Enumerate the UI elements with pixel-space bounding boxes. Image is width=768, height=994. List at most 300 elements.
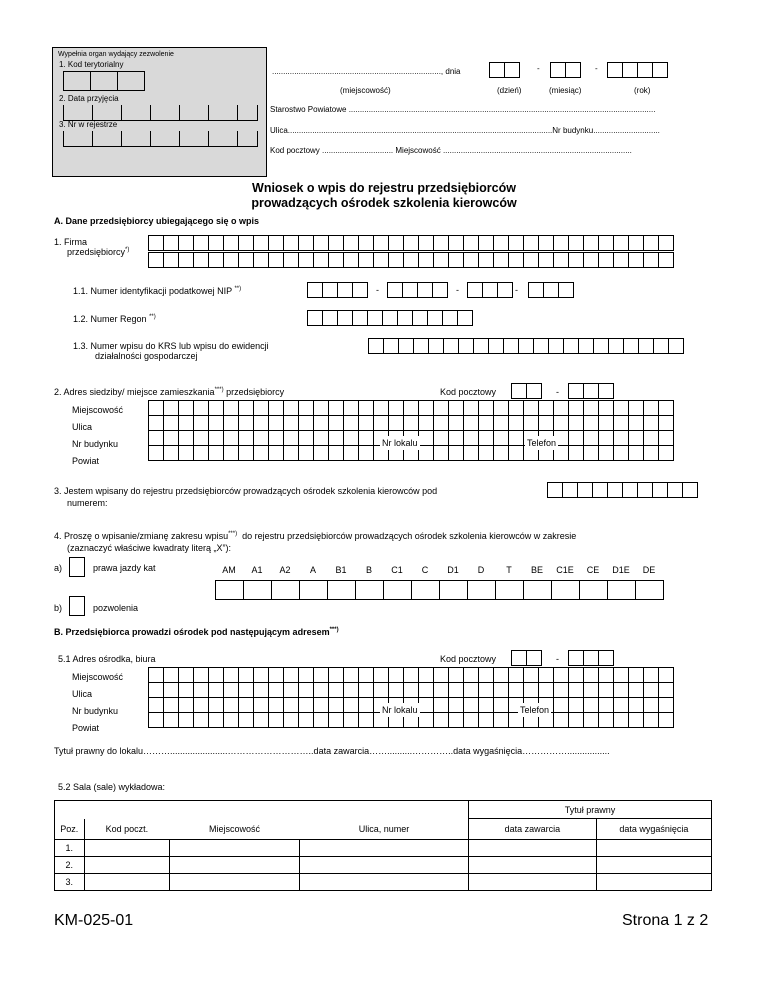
firma-row-1[interactable] — [148, 235, 674, 251]
pozwolenia-checkbox[interactable] — [69, 596, 85, 616]
category-box-am[interactable] — [215, 580, 244, 600]
char-cell[interactable] — [458, 338, 474, 354]
char-cell[interactable] — [578, 338, 594, 354]
char-cell[interactable] — [223, 697, 239, 713]
category-box-be[interactable] — [523, 580, 552, 600]
char-cell[interactable] — [208, 235, 224, 251]
char-cell[interactable] — [208, 682, 224, 698]
char-cell[interactable] — [163, 430, 179, 446]
char-cell[interactable] — [403, 667, 419, 683]
char-cell[interactable] — [508, 400, 524, 416]
char-cell[interactable] — [562, 482, 578, 498]
krs-field[interactable] — [368, 338, 684, 354]
char-cell[interactable] — [533, 338, 549, 354]
char-cell[interactable] — [238, 682, 254, 698]
char-cell[interactable] — [208, 445, 224, 461]
data-przyjecia-field[interactable] — [63, 105, 258, 121]
category-box-b[interactable] — [355, 580, 384, 600]
char-cell[interactable] — [193, 430, 209, 446]
category-box-de[interactable] — [635, 580, 664, 600]
char-cell[interactable] — [538, 235, 554, 251]
char-cell[interactable] — [418, 667, 434, 683]
char-cell[interactable] — [433, 235, 449, 251]
char-cell[interactable] — [668, 338, 684, 354]
char-cell[interactable] — [253, 697, 269, 713]
char-cell[interactable] — [643, 252, 659, 268]
char-cell[interactable] — [643, 667, 659, 683]
char-cell[interactable] — [193, 252, 209, 268]
char-cell[interactable] — [613, 400, 629, 416]
char-cell[interactable] — [163, 445, 179, 461]
char-cell[interactable] — [568, 252, 584, 268]
char-cell[interactable] — [623, 338, 639, 354]
char-cell[interactable] — [373, 682, 389, 698]
nip-group-2[interactable] — [387, 282, 448, 298]
char-cell[interactable] — [478, 682, 494, 698]
char-cell[interactable] — [208, 430, 224, 446]
char-cell[interactable] — [608, 338, 624, 354]
char-cell[interactable] — [443, 338, 459, 354]
char-cell[interactable] — [298, 697, 314, 713]
char-cell[interactable] — [563, 338, 579, 354]
char-cell[interactable] — [508, 667, 524, 683]
char-cell[interactable] — [358, 445, 374, 461]
char-cell[interactable] — [538, 400, 554, 416]
char-cell[interactable] — [298, 430, 314, 446]
char-cell[interactable] — [508, 415, 524, 431]
char-cell[interactable] — [628, 415, 644, 431]
char-cell[interactable] — [208, 252, 224, 268]
char-cell[interactable] — [448, 682, 464, 698]
char-cell[interactable] — [463, 415, 479, 431]
char-cell[interactable] — [568, 430, 584, 446]
char-cell[interactable] — [358, 430, 374, 446]
char-cell[interactable] — [298, 252, 314, 268]
category-box-c[interactable] — [411, 580, 440, 600]
char-cell[interactable] — [358, 415, 374, 431]
char-cell[interactable] — [373, 400, 389, 416]
char-cell[interactable] — [518, 338, 534, 354]
char-cell[interactable] — [553, 712, 569, 728]
char-cell[interactable] — [428, 338, 444, 354]
char-cell[interactable] — [598, 712, 614, 728]
char-cell[interactable] — [493, 712, 509, 728]
char-cell[interactable] — [373, 415, 389, 431]
char-cell[interactable] — [448, 445, 464, 461]
char-cell[interactable] — [368, 338, 384, 354]
char-cell[interactable] — [163, 252, 179, 268]
char-cell[interactable] — [367, 310, 383, 326]
char-cell[interactable] — [268, 712, 284, 728]
char-cell[interactable] — [148, 682, 164, 698]
char-cell[interactable] — [208, 697, 224, 713]
char-cell[interactable] — [628, 667, 644, 683]
address-b-grid[interactable] — [148, 667, 674, 728]
char-cell[interactable] — [178, 697, 194, 713]
char-cell[interactable] — [658, 415, 674, 431]
char-cell[interactable] — [268, 252, 284, 268]
firma-row-2[interactable] — [148, 252, 674, 268]
char-cell[interactable] — [553, 697, 569, 713]
char-cell[interactable] — [667, 482, 683, 498]
char-cell[interactable] — [403, 252, 419, 268]
char-cell[interactable] — [268, 430, 284, 446]
char-cell[interactable] — [358, 697, 374, 713]
char-cell[interactable] — [658, 445, 674, 461]
char-cell[interactable] — [508, 235, 524, 251]
char-cell[interactable] — [343, 712, 359, 728]
char-cell[interactable] — [238, 400, 254, 416]
char-cell[interactable] — [598, 445, 614, 461]
char-cell[interactable] — [643, 682, 659, 698]
table-row[interactable]: 2. — [55, 857, 712, 874]
char-cell[interactable] — [238, 430, 254, 446]
char-cell[interactable] — [523, 252, 539, 268]
char-cell[interactable] — [508, 682, 524, 698]
grid-row[interactable] — [148, 682, 674, 698]
char-cell[interactable] — [658, 400, 674, 416]
char-cell[interactable] — [538, 252, 554, 268]
place-date-line[interactable]: ............................................................................, dnia — [272, 67, 461, 76]
char-cell[interactable] — [448, 400, 464, 416]
char-cell[interactable] — [628, 712, 644, 728]
char-cell[interactable] — [568, 235, 584, 251]
char-cell[interactable] — [268, 415, 284, 431]
char-cell[interactable] — [223, 430, 239, 446]
char-cell[interactable] — [433, 400, 449, 416]
char-cell[interactable] — [598, 400, 614, 416]
char-cell[interactable] — [208, 667, 224, 683]
char-cell[interactable] — [283, 430, 299, 446]
char-cell[interactable] — [493, 697, 509, 713]
char-cell[interactable] — [433, 252, 449, 268]
char-cell[interactable] — [343, 445, 359, 461]
char-cell[interactable] — [613, 252, 629, 268]
tytul-prawny-line[interactable]: Tytuł prawny do lokalu……….......................………………………..data zawarcia……..........…………..data wygaśnięcia……………................. — [54, 746, 610, 756]
char-cell[interactable] — [268, 697, 284, 713]
char-cell[interactable] — [568, 415, 584, 431]
char-cell[interactable] — [313, 235, 329, 251]
char-cell[interactable] — [193, 697, 209, 713]
char-cell[interactable] — [328, 400, 344, 416]
char-cell[interactable] — [523, 235, 539, 251]
char-cell[interactable] — [658, 667, 674, 683]
char-cell[interactable] — [593, 338, 609, 354]
char-cell[interactable] — [193, 400, 209, 416]
char-cell[interactable] — [643, 697, 659, 713]
char-cell[interactable] — [613, 445, 629, 461]
nr-w-rejestrze-field[interactable] — [63, 131, 258, 147]
char-cell[interactable] — [583, 252, 599, 268]
char-cell[interactable] — [607, 482, 623, 498]
char-cell[interactable] — [598, 252, 614, 268]
char-cell[interactable] — [463, 445, 479, 461]
postal-b-group-1[interactable] — [511, 650, 542, 666]
char-cell[interactable] — [298, 445, 314, 461]
char-cell[interactable] — [148, 667, 164, 683]
char-cell[interactable] — [493, 667, 509, 683]
char-cell[interactable] — [298, 712, 314, 728]
char-cell[interactable] — [223, 445, 239, 461]
char-cell[interactable] — [328, 415, 344, 431]
char-cell[interactable] — [583, 712, 599, 728]
char-cell[interactable] — [508, 252, 524, 268]
register-number-field[interactable] — [547, 482, 698, 498]
category-box-b1[interactable] — [327, 580, 356, 600]
char-cell[interactable] — [298, 400, 314, 416]
postal-group-2[interactable] — [568, 383, 614, 399]
char-cell[interactable] — [523, 400, 539, 416]
char-cell[interactable] — [643, 415, 659, 431]
char-cell[interactable] — [553, 415, 569, 431]
char-cell[interactable] — [418, 430, 434, 446]
char-cell[interactable] — [463, 682, 479, 698]
char-cell[interactable] — [583, 682, 599, 698]
char-cell[interactable] — [463, 400, 479, 416]
char-cell[interactable] — [598, 415, 614, 431]
char-cell[interactable] — [328, 445, 344, 461]
char-cell[interactable] — [163, 235, 179, 251]
char-cell[interactable] — [403, 400, 419, 416]
char-cell[interactable] — [373, 235, 389, 251]
kod-pocztowy-line[interactable]: Kod pocztowy ................................ Miejscowość ..................................................................................... — [270, 146, 632, 155]
char-cell[interactable] — [488, 338, 504, 354]
char-cell[interactable] — [283, 712, 299, 728]
table-row[interactable]: 1. — [55, 840, 712, 857]
char-cell[interactable] — [433, 445, 449, 461]
char-cell[interactable] — [283, 415, 299, 431]
char-cell[interactable] — [223, 235, 239, 251]
char-cell[interactable] — [493, 235, 509, 251]
char-cell[interactable] — [283, 400, 299, 416]
char-cell[interactable] — [628, 697, 644, 713]
char-cell[interactable] — [358, 235, 374, 251]
nip-group-4[interactable] — [528, 282, 574, 298]
char-cell[interactable] — [493, 445, 509, 461]
char-cell[interactable] — [163, 415, 179, 431]
char-cell[interactable] — [163, 400, 179, 416]
char-cell[interactable] — [478, 400, 494, 416]
category-boxes[interactable] — [215, 580, 664, 600]
char-cell[interactable] — [493, 252, 509, 268]
char-cell[interactable] — [508, 430, 524, 446]
char-cell[interactable] — [148, 430, 164, 446]
char-cell[interactable] — [418, 400, 434, 416]
char-cell[interactable] — [433, 712, 449, 728]
char-cell[interactable] — [412, 310, 428, 326]
grid-row[interactable] — [148, 415, 674, 431]
char-cell[interactable] — [253, 252, 269, 268]
char-cell[interactable] — [478, 712, 494, 728]
char-cell[interactable] — [208, 712, 224, 728]
char-cell[interactable] — [178, 445, 194, 461]
char-cell[interactable] — [148, 252, 164, 268]
char-cell[interactable] — [193, 682, 209, 698]
char-cell[interactable] — [658, 430, 674, 446]
char-cell[interactable] — [418, 235, 434, 251]
char-cell[interactable] — [178, 430, 194, 446]
char-cell[interactable] — [268, 235, 284, 251]
char-cell[interactable] — [427, 310, 443, 326]
char-cell[interactable] — [307, 310, 323, 326]
char-cell[interactable] — [358, 252, 374, 268]
postal-group-1[interactable] — [511, 383, 542, 399]
category-box-ce[interactable] — [579, 580, 608, 600]
char-cell[interactable] — [253, 445, 269, 461]
char-cell[interactable] — [598, 697, 614, 713]
char-cell[interactable] — [193, 445, 209, 461]
char-cell[interactable] — [313, 712, 329, 728]
char-cell[interactable] — [397, 310, 413, 326]
char-cell[interactable] — [313, 430, 329, 446]
address-a-grid[interactable] — [148, 400, 674, 461]
char-cell[interactable] — [613, 235, 629, 251]
char-cell[interactable] — [373, 252, 389, 268]
char-cell[interactable] — [178, 415, 194, 431]
char-cell[interactable] — [643, 445, 659, 461]
char-cell[interactable] — [328, 252, 344, 268]
char-cell[interactable] — [388, 252, 404, 268]
char-cell[interactable] — [538, 415, 554, 431]
char-cell[interactable] — [628, 235, 644, 251]
char-cell[interactable] — [442, 310, 458, 326]
char-cell[interactable] — [313, 682, 329, 698]
char-cell[interactable] — [577, 482, 593, 498]
char-cell[interactable] — [253, 430, 269, 446]
char-cell[interactable] — [448, 430, 464, 446]
char-cell[interactable] — [538, 682, 554, 698]
char-cell[interactable] — [463, 697, 479, 713]
char-cell[interactable] — [343, 400, 359, 416]
char-cell[interactable] — [178, 667, 194, 683]
char-cell[interactable] — [478, 235, 494, 251]
char-cell[interactable] — [658, 252, 674, 268]
nip-group-1[interactable] — [307, 282, 368, 298]
char-cell[interactable] — [448, 235, 464, 251]
char-cell[interactable] — [418, 445, 434, 461]
category-box-d1e[interactable] — [607, 580, 636, 600]
char-cell[interactable] — [238, 697, 254, 713]
month-field[interactable] — [550, 62, 581, 78]
char-cell[interactable] — [178, 400, 194, 416]
char-cell[interactable] — [253, 667, 269, 683]
regon-field[interactable] — [307, 310, 473, 326]
postal-b-group-2[interactable] — [568, 650, 614, 666]
prawa-jazdy-checkbox[interactable] — [69, 557, 85, 577]
year-field[interactable] — [607, 62, 668, 78]
char-cell[interactable] — [328, 712, 344, 728]
category-box-d[interactable] — [467, 580, 496, 600]
char-cell[interactable] — [598, 682, 614, 698]
char-cell[interactable] — [592, 482, 608, 498]
char-cell[interactable] — [523, 415, 539, 431]
char-cell[interactable] — [598, 235, 614, 251]
char-cell[interactable] — [388, 235, 404, 251]
char-cell[interactable] — [148, 445, 164, 461]
char-cell[interactable] — [658, 682, 674, 698]
char-cell[interactable] — [568, 697, 584, 713]
char-cell[interactable] — [508, 445, 524, 461]
char-cell[interactable] — [418, 415, 434, 431]
char-cell[interactable] — [553, 235, 569, 251]
char-cell[interactable] — [193, 235, 209, 251]
char-cell[interactable] — [268, 682, 284, 698]
char-cell[interactable] — [418, 682, 434, 698]
category-box-a[interactable] — [299, 580, 328, 600]
char-cell[interactable] — [613, 667, 629, 683]
char-cell[interactable] — [238, 667, 254, 683]
char-cell[interactable] — [328, 667, 344, 683]
char-cell[interactable] — [547, 482, 563, 498]
char-cell[interactable] — [613, 430, 629, 446]
char-cell[interactable] — [643, 235, 659, 251]
char-cell[interactable] — [253, 712, 269, 728]
char-cell[interactable] — [148, 415, 164, 431]
char-cell[interactable] — [388, 415, 404, 431]
char-cell[interactable] — [493, 682, 509, 698]
char-cell[interactable] — [313, 697, 329, 713]
char-cell[interactable] — [383, 338, 399, 354]
char-cell[interactable] — [613, 415, 629, 431]
char-cell[interactable] — [463, 252, 479, 268]
char-cell[interactable] — [478, 445, 494, 461]
char-cell[interactable] — [463, 430, 479, 446]
char-cell[interactable] — [433, 697, 449, 713]
char-cell[interactable] — [613, 712, 629, 728]
char-cell[interactable] — [448, 415, 464, 431]
char-cell[interactable] — [538, 667, 554, 683]
char-cell[interactable] — [163, 712, 179, 728]
char-cell[interactable] — [568, 712, 584, 728]
char-cell[interactable] — [568, 445, 584, 461]
char-cell[interactable] — [178, 682, 194, 698]
day-field[interactable] — [489, 62, 520, 78]
char-cell[interactable] — [313, 252, 329, 268]
char-cell[interactable] — [352, 310, 368, 326]
char-cell[interactable] — [418, 697, 434, 713]
char-cell[interactable] — [328, 430, 344, 446]
char-cell[interactable] — [478, 697, 494, 713]
char-cell[interactable] — [598, 430, 614, 446]
char-cell[interactable] — [358, 400, 374, 416]
char-cell[interactable] — [343, 252, 359, 268]
char-cell[interactable] — [382, 310, 398, 326]
char-cell[interactable] — [313, 400, 329, 416]
char-cell[interactable] — [523, 682, 539, 698]
char-cell[interactable] — [313, 445, 329, 461]
char-cell[interactable] — [478, 430, 494, 446]
char-cell[interactable] — [223, 682, 239, 698]
char-cell[interactable] — [478, 667, 494, 683]
char-cell[interactable] — [503, 338, 519, 354]
char-cell[interactable] — [478, 415, 494, 431]
char-cell[interactable] — [448, 667, 464, 683]
char-cell[interactable] — [583, 697, 599, 713]
char-cell[interactable] — [568, 682, 584, 698]
char-cell[interactable] — [658, 712, 674, 728]
char-cell[interactable] — [373, 667, 389, 683]
char-cell[interactable] — [178, 252, 194, 268]
char-cell[interactable] — [418, 252, 434, 268]
char-cell[interactable] — [268, 445, 284, 461]
char-cell[interactable] — [388, 682, 404, 698]
char-cell[interactable] — [253, 415, 269, 431]
char-cell[interactable] — [553, 252, 569, 268]
char-cell[interactable] — [658, 235, 674, 251]
char-cell[interactable] — [148, 400, 164, 416]
char-cell[interactable] — [568, 400, 584, 416]
char-cell[interactable] — [358, 682, 374, 698]
